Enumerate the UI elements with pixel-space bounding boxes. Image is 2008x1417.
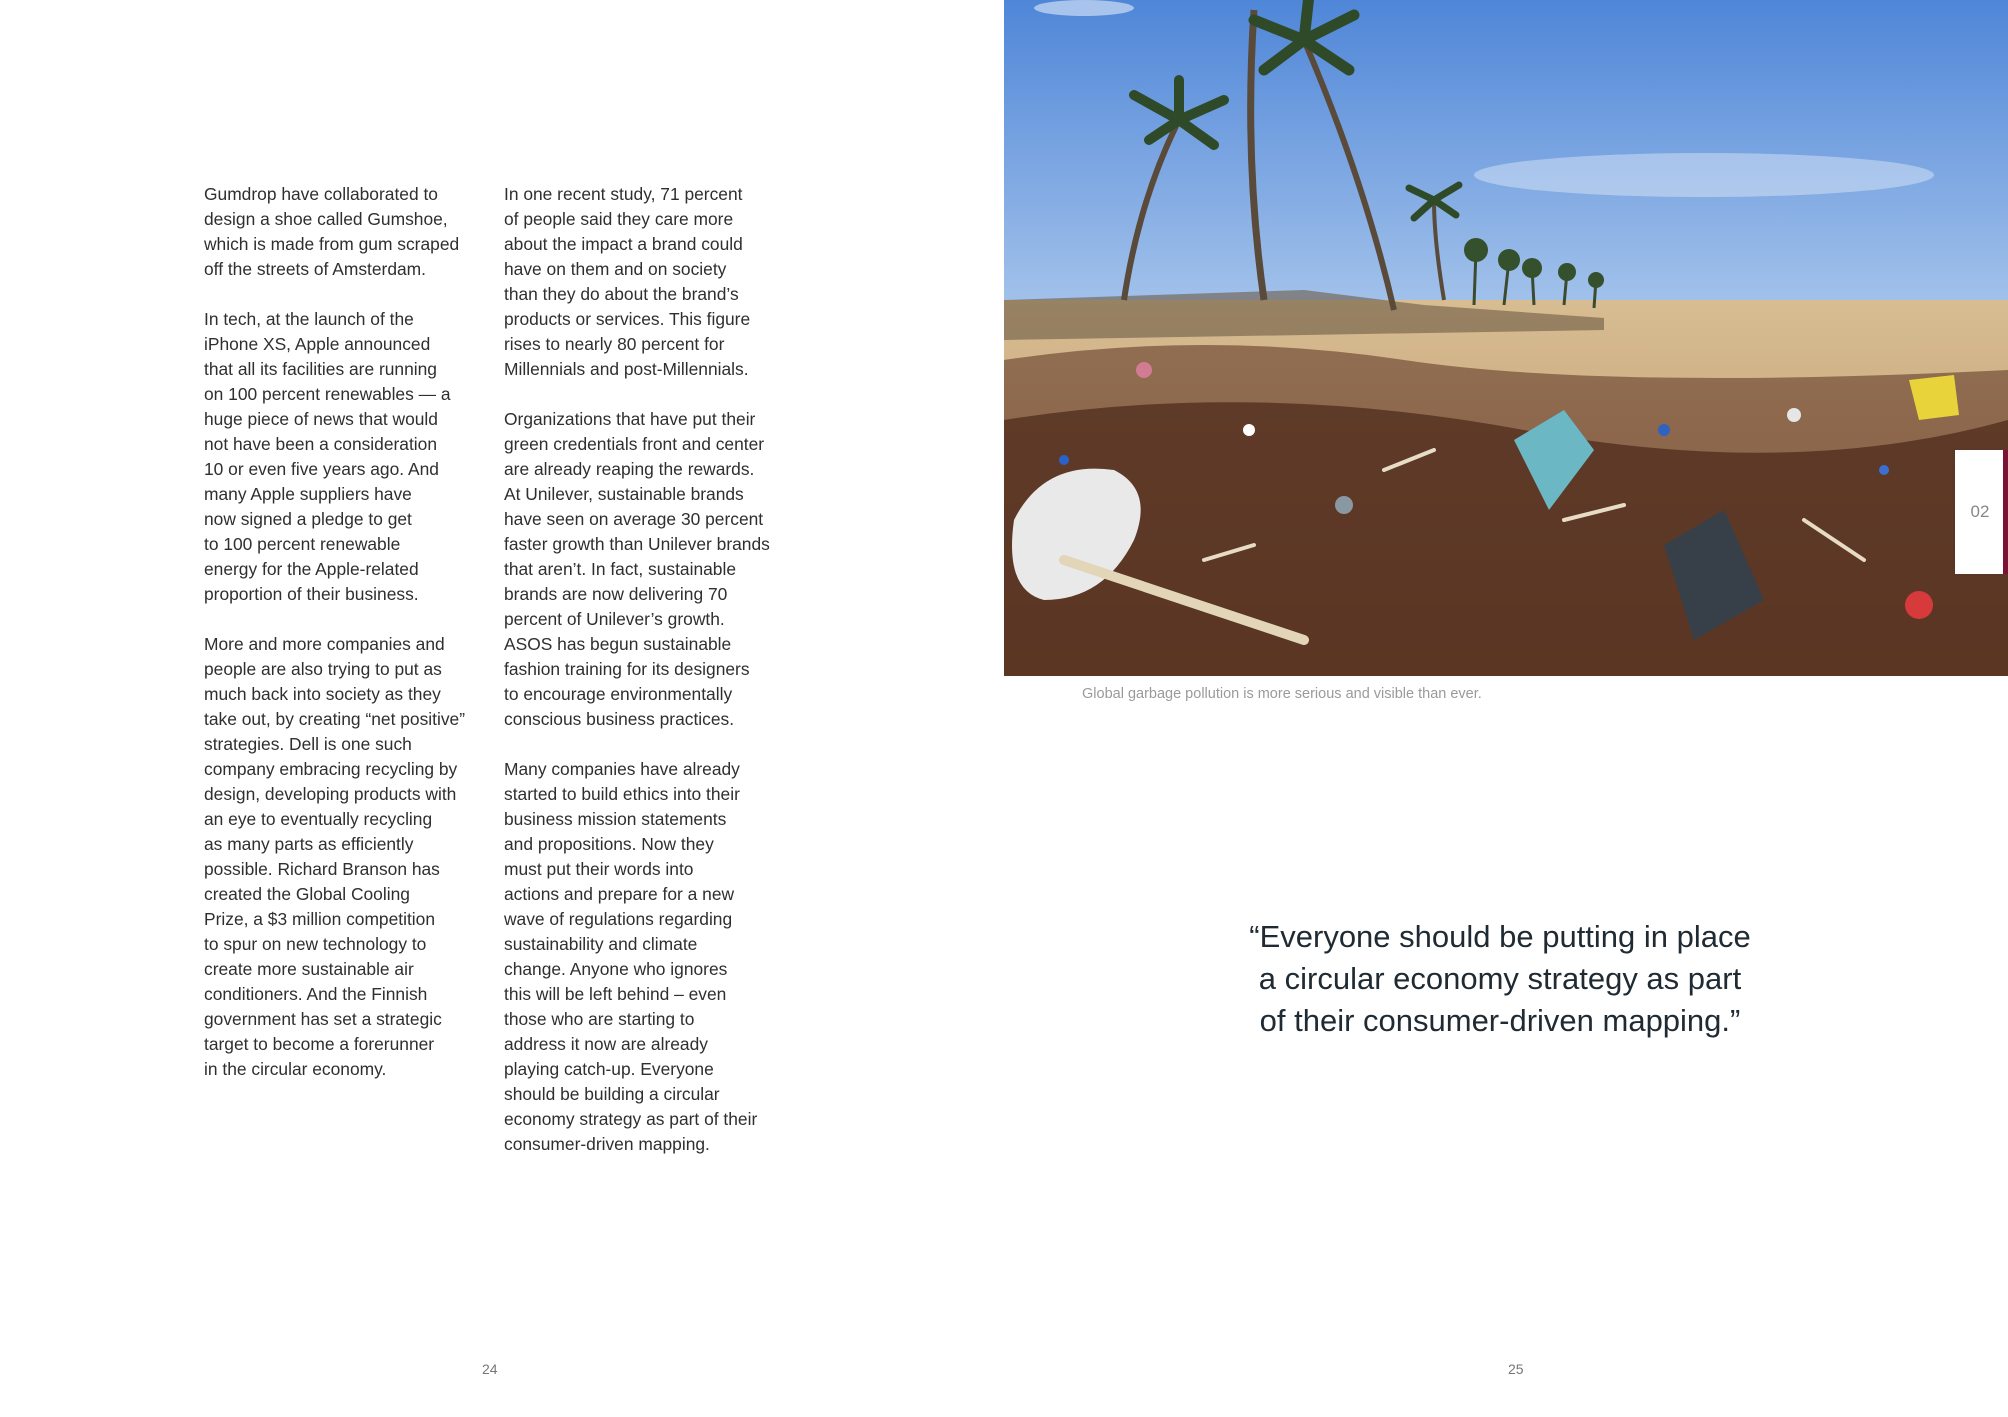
text-column-1 (204, 182, 484, 1107)
page-number-left: 24 (482, 1361, 498, 1377)
photo-caption: Global garbage pollution is more serious and visible than ever. (1082, 686, 1482, 702)
paragraph: In one recent study, 71 percent of people said they care more about the impact a brand could have on them and on society than they do about the brand’s products or services. This figure rises to nearly 80 percent for Millennials and post-Millennials. (504, 184, 751, 379)
chapter-number: 02 (1970, 502, 1990, 521)
paragraph: Many companies have already started to build ethics into their business mission statements and propositions. Now they must put their words into actions and prepare for a new wave of regulations regarding sustainability and climate change. Anyone who ignores this will be left behind – even those who are starting to address it now are already playing catch-up. Everyone should be building a circular economy strategy as part of their consumer-driven mapping. (504, 759, 758, 1154)
chapter-tab[interactable] (1955, 450, 2005, 574)
paragraph: More and more companies and people are also trying to put as much back into society as they take out, by creating “net positive” strategies. Dell is one such company embracing recycling by design, developing products with an eye to eventually recycling as many parts as efficiently possible. Richard Branson has created the Global Cooling Prize, a $3 million competition to spur on new technology to create more sustainable air conditioners. And the Finnish government has set a strategic target to become a forerunner in the circular economy. (204, 634, 465, 1079)
text-column-2 (504, 182, 794, 1182)
page-number-right: 25 (1508, 1361, 1524, 1377)
photo-illustration (1004, 0, 2008, 676)
paragraph: Organizations that have put their green credentials front and center are already reaping the rewards. At Unilever, sustainable brands have seen on average 30 percent faster growth than Unilever brands that aren’t. In fact, sustainable brands are now delivering 70 percent of Unilever’s growth. ASOS has begun sustainable fashion training for its designers to encourage environmentally conscious business practices. (504, 409, 770, 729)
pull-quote: “Everyone should be putting in place a circular economy strategy as part of their consumer-driven mapping.” (1249, 919, 1751, 1038)
chapter-accent-bar (2003, 450, 2008, 574)
paragraph: Gumdrop have collaborated to design a shoe called Gumshoe, which is made from gum scraped off the streets of Amsterdam. (204, 184, 460, 279)
beach-pollution-photo (1004, 0, 2008, 676)
paragraph: In tech, at the launch of the iPhone XS, Apple announced that all its facilities are running on 100 percent renewables — a huge piece of news that would not have been a consideration 10 or even five years ago. And many Apple suppliers have now signed a pledge to get to 100 percent renewable energy for the Apple-related proportion of their business. (204, 309, 451, 604)
